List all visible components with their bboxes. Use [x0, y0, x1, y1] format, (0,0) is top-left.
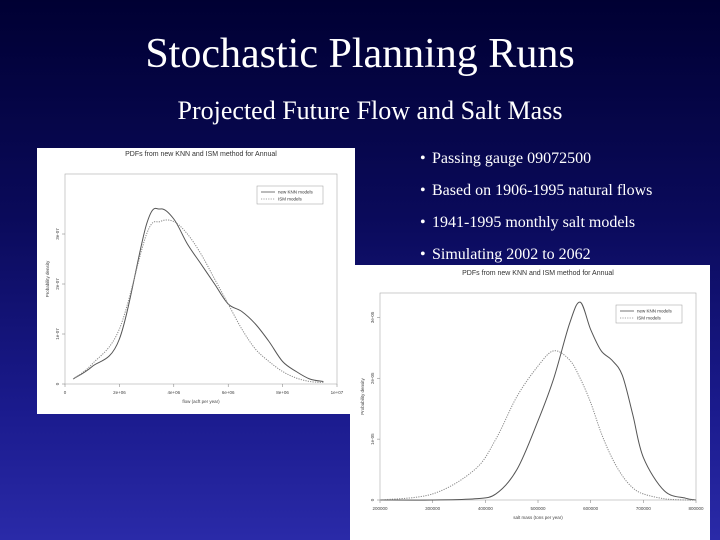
salt-mass-pdf-chart	[350, 265, 710, 540]
bullet-item	[420, 145, 720, 177]
x-tick-label: 4e+06	[167, 390, 181, 395]
bullet-text: Simulating 2002 to 2062	[432, 246, 591, 263]
x-axis-label: salt mass (tons per year)	[513, 515, 563, 520]
bullet-dot-icon: •	[420, 246, 426, 263]
legend-label: new KNN models	[278, 189, 313, 195]
flow-pdf-chart	[37, 148, 355, 414]
y-tick-label: 1e-07	[55, 328, 60, 340]
y-tick-label: 2e-05	[370, 372, 375, 384]
x-tick-label: 800000	[688, 506, 704, 511]
y-tick-label: 0	[370, 498, 375, 502]
y-tick-label: 2e-07	[55, 278, 60, 290]
series-line	[380, 302, 696, 500]
slide-subtitle: Projected Future Flow and Salt Mass	[177, 96, 563, 125]
x-tick-label: 0	[63, 390, 67, 395]
bullet-dot-icon: •	[420, 214, 426, 231]
bullet-dot-icon: •	[420, 150, 426, 167]
legend-label: ISM models	[637, 315, 661, 321]
x-axis-label: flow (acft per year)	[182, 399, 220, 404]
x-tick-label: 400000	[477, 506, 493, 511]
bullet-text: Based on 1906-1995 natural flows	[432, 182, 653, 199]
x-tick-label: 300000	[425, 506, 441, 511]
series-line	[73, 220, 323, 383]
x-tick-label: 1e+07	[330, 390, 344, 395]
x-tick-label: 2e+06	[113, 390, 126, 395]
bullet-text: Passing gauge 09072500	[432, 150, 592, 167]
x-tick-label: 6e+06	[221, 390, 235, 395]
bullet-text: 1941-1995 monthly salt models	[432, 214, 636, 231]
x-tick-label: 200000	[372, 506, 388, 511]
y-tick-label: 1e-05	[370, 433, 375, 445]
slide-title: Stochastic Planning Runs	[145, 31, 575, 77]
bullet-list	[420, 145, 720, 273]
x-tick-label: 500000	[530, 506, 546, 511]
legend-label: new KNN models	[637, 308, 672, 314]
x-tick-label: 600000	[583, 506, 599, 511]
x-tick-label: 700000	[635, 506, 651, 511]
chart-title: PDFs from new KNN and ISM method for Annual	[125, 151, 277, 158]
chart-svg	[350, 265, 710, 540]
y-tick-label: 3e-05	[370, 311, 375, 324]
y-axis-label: Probability density	[360, 378, 365, 415]
bullet-dot-icon: •	[420, 182, 426, 199]
series-line	[73, 208, 323, 381]
y-tick-label: 3e-07	[55, 228, 60, 240]
legend-label: ISM models	[278, 196, 302, 202]
x-tick-label: 8e+06	[276, 390, 289, 395]
bullet-item	[420, 209, 720, 241]
y-tick-label: 0	[55, 382, 60, 386]
chart-svg	[37, 148, 355, 414]
y-axis-label: Probability density	[45, 260, 50, 298]
bullet-item	[420, 177, 720, 209]
series-line	[380, 351, 696, 500]
plot-frame	[65, 174, 337, 384]
chart-title: PDFs from new KNN and ISM method for Annual	[462, 270, 614, 277]
